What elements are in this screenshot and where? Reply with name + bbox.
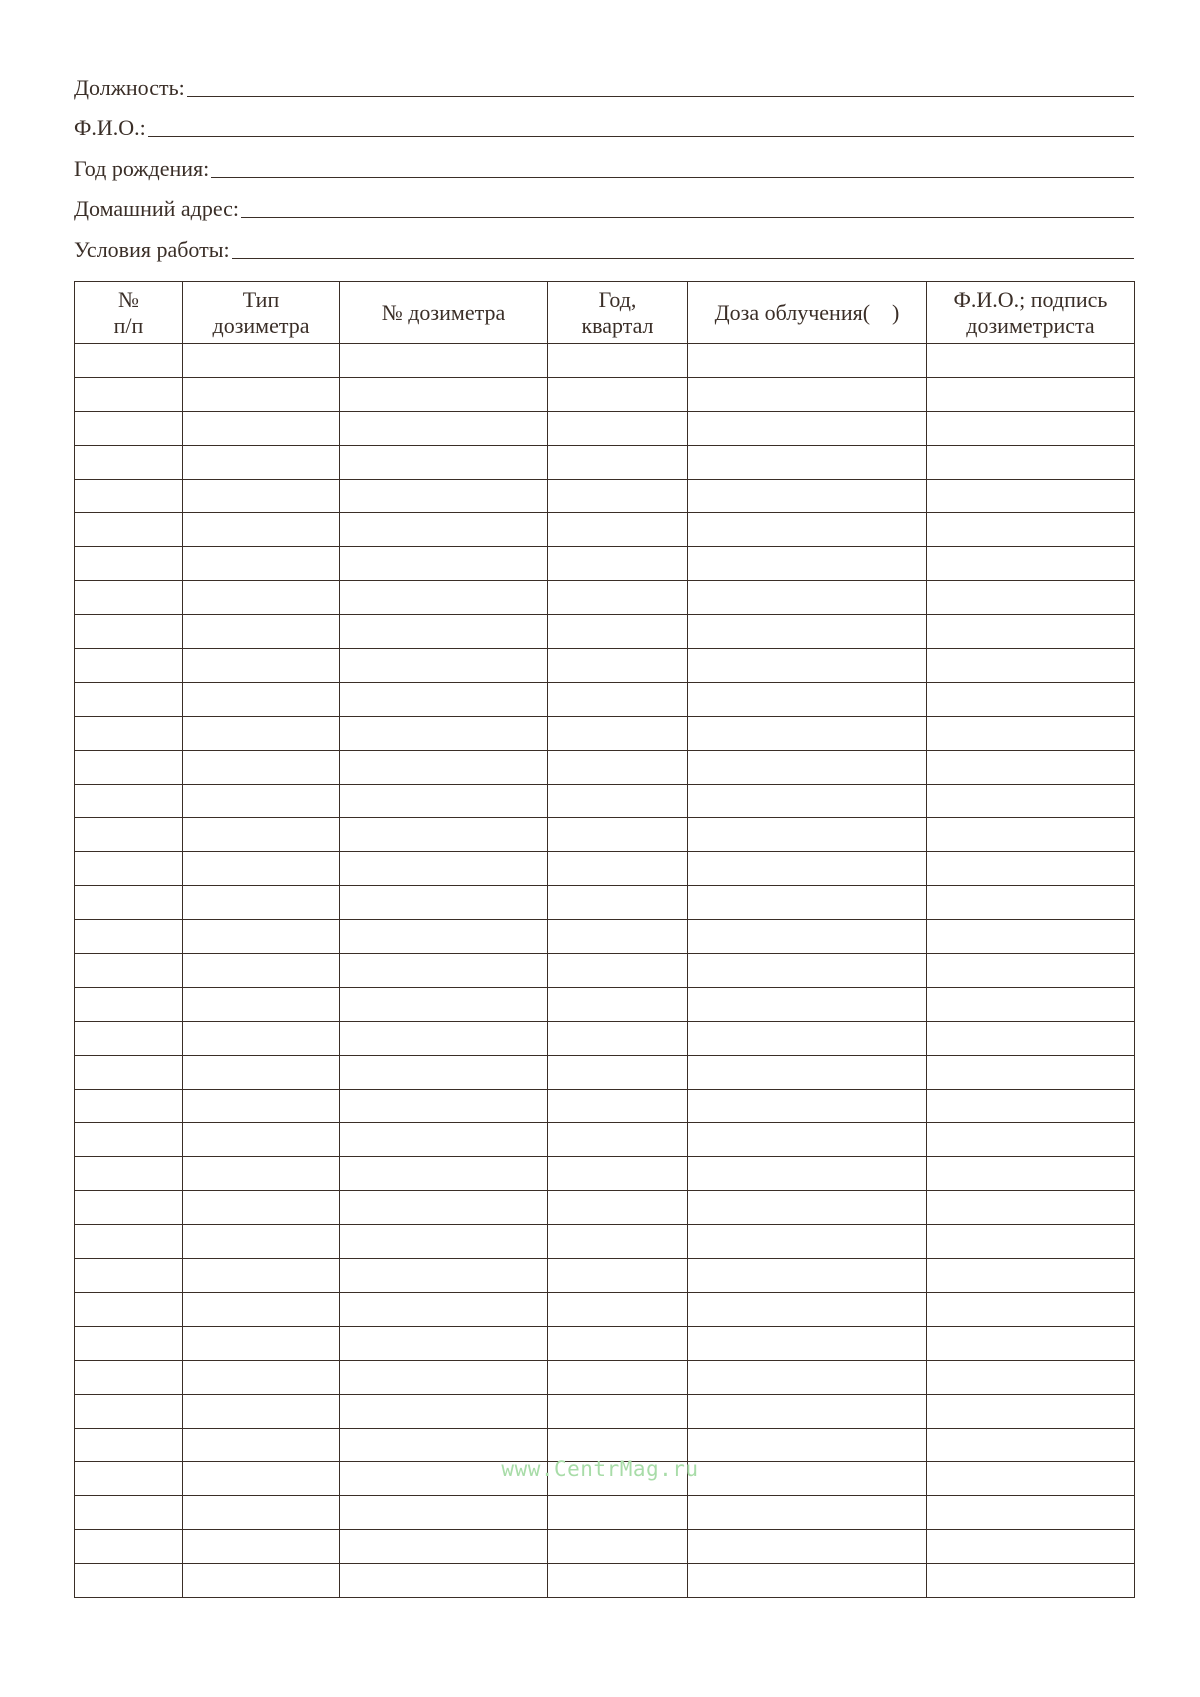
header-row-number bbox=[75, 282, 183, 344]
table-row bbox=[75, 1292, 1135, 1326]
cell-exposure-dose[interactable] bbox=[688, 1292, 927, 1326]
cell-year-quarter[interactable] bbox=[548, 615, 688, 649]
cell-exposure-dose[interactable] bbox=[688, 513, 927, 547]
table-row bbox=[75, 886, 1135, 920]
cell-dosimeter-type[interactable] bbox=[183, 954, 340, 988]
cell-row-number[interactable] bbox=[75, 920, 183, 954]
cell-year-quarter[interactable] bbox=[548, 1360, 688, 1394]
header-dosimeter-number bbox=[340, 282, 548, 344]
cell-dosimeter-type[interactable] bbox=[183, 1123, 340, 1157]
cell-year-quarter[interactable] bbox=[548, 1055, 688, 1089]
cell-exposure-dose[interactable] bbox=[688, 987, 927, 1021]
cell-row-number[interactable] bbox=[75, 1259, 183, 1293]
cell-year-quarter[interactable] bbox=[548, 1021, 688, 1055]
cell-year-quarter[interactable] bbox=[548, 818, 688, 852]
cell-dosimetrist-signature[interactable] bbox=[927, 852, 1135, 886]
cell-dosimeter-number[interactable] bbox=[340, 1326, 548, 1360]
cell-dosimeter-number[interactable] bbox=[340, 886, 548, 920]
cell-exposure-dose[interactable] bbox=[688, 1496, 927, 1530]
cell-dosimetrist-signature[interactable] bbox=[927, 513, 1135, 547]
table-header-row bbox=[75, 282, 1135, 344]
cell-row-number[interactable] bbox=[75, 1157, 183, 1191]
cell-dosimetrist-signature[interactable] bbox=[927, 1292, 1135, 1326]
cell-year-quarter[interactable] bbox=[548, 1394, 688, 1428]
header-exposure-dose-text: Доза облучения( ) bbox=[714, 299, 900, 325]
cell-exposure-dose[interactable] bbox=[688, 716, 927, 750]
cell-dosimeter-number[interactable] bbox=[340, 1021, 548, 1055]
cell-dosimeter-type[interactable] bbox=[183, 784, 340, 818]
table-row bbox=[75, 852, 1135, 886]
cell-exposure-dose[interactable] bbox=[688, 1225, 927, 1259]
cell-dosimeter-number[interactable] bbox=[340, 920, 548, 954]
cell-dosimetrist-signature[interactable] bbox=[927, 886, 1135, 920]
table-row bbox=[75, 1496, 1135, 1530]
cell-row-number[interactable] bbox=[75, 682, 183, 716]
cell-exposure-dose[interactable] bbox=[688, 1394, 927, 1428]
table-row bbox=[75, 479, 1135, 513]
home-address-field bbox=[74, 184, 1134, 225]
cell-dosimeter-number[interactable] bbox=[340, 411, 548, 445]
table-row bbox=[75, 581, 1135, 615]
table-row bbox=[75, 1191, 1135, 1225]
cell-dosimetrist-signature[interactable] bbox=[927, 1496, 1135, 1530]
cell-exposure-dose[interactable] bbox=[688, 649, 927, 683]
cell-exposure-dose[interactable] bbox=[688, 377, 927, 411]
cell-year-quarter[interactable] bbox=[548, 513, 688, 547]
cell-dosimeter-type[interactable] bbox=[183, 411, 340, 445]
cell-dosimeter-number[interactable] bbox=[340, 1530, 548, 1564]
cell-row-number[interactable] bbox=[75, 1360, 183, 1394]
header-dosimeter-number-text: № дозиметра bbox=[381, 299, 506, 325]
header-exposure-dose bbox=[688, 282, 927, 344]
dosimetry-log-table bbox=[74, 281, 1135, 1598]
table-row bbox=[75, 1055, 1135, 1089]
cell-row-number[interactable] bbox=[75, 1530, 183, 1564]
cell-year-quarter[interactable] bbox=[548, 581, 688, 615]
cell-year-quarter[interactable] bbox=[548, 547, 688, 581]
table-body bbox=[75, 344, 1135, 1598]
table-row bbox=[75, 649, 1135, 683]
cell-exposure-dose[interactable] bbox=[688, 852, 927, 886]
cell-row-number[interactable] bbox=[75, 1496, 183, 1530]
cell-row-number[interactable] bbox=[75, 818, 183, 852]
cell-dosimeter-type[interactable] bbox=[183, 750, 340, 784]
cell-dosimetrist-signature[interactable] bbox=[927, 1394, 1135, 1428]
cell-dosimeter-number[interactable] bbox=[340, 1360, 548, 1394]
cell-dosimetrist-signature[interactable] bbox=[927, 581, 1135, 615]
cell-row-number[interactable] bbox=[75, 750, 183, 784]
cell-year-quarter[interactable] bbox=[548, 1564, 688, 1598]
cell-row-number[interactable] bbox=[75, 445, 183, 479]
cell-dosimetrist-signature[interactable] bbox=[927, 954, 1135, 988]
table-row bbox=[75, 377, 1135, 411]
table-row bbox=[75, 1360, 1135, 1394]
cell-dosimetrist-signature[interactable] bbox=[927, 1123, 1135, 1157]
cell-dosimeter-type[interactable] bbox=[183, 852, 340, 886]
table-row bbox=[75, 513, 1135, 547]
cell-dosimeter-type[interactable] bbox=[183, 1360, 340, 1394]
cell-dosimetrist-signature[interactable] bbox=[927, 818, 1135, 852]
cell-row-number[interactable] bbox=[75, 377, 183, 411]
cell-year-quarter[interactable] bbox=[548, 479, 688, 513]
cell-dosimeter-number[interactable] bbox=[340, 987, 548, 1021]
table-row bbox=[75, 920, 1135, 954]
cell-dosimeter-type[interactable] bbox=[183, 886, 340, 920]
cell-dosimeter-type[interactable] bbox=[183, 581, 340, 615]
cell-dosimetrist-signature[interactable] bbox=[927, 547, 1135, 581]
cell-dosimeter-type[interactable] bbox=[183, 1055, 340, 1089]
cell-dosimetrist-signature[interactable] bbox=[927, 615, 1135, 649]
cell-exposure-dose[interactable] bbox=[688, 920, 927, 954]
table-row bbox=[75, 1394, 1135, 1428]
cell-dosimeter-type[interactable] bbox=[183, 920, 340, 954]
cell-dosimetrist-signature[interactable] bbox=[927, 1157, 1135, 1191]
table-row bbox=[75, 954, 1135, 988]
table-row bbox=[75, 615, 1135, 649]
cell-row-number[interactable] bbox=[75, 1326, 183, 1360]
cell-row-number[interactable] bbox=[75, 615, 183, 649]
header-row-number-text: № п/п bbox=[113, 286, 144, 338]
cell-year-quarter[interactable] bbox=[548, 784, 688, 818]
cell-row-number[interactable] bbox=[75, 852, 183, 886]
cell-exposure-dose[interactable] bbox=[688, 411, 927, 445]
cell-dosimeter-number[interactable] bbox=[340, 852, 548, 886]
table-row bbox=[75, 682, 1135, 716]
cell-dosimetrist-signature[interactable] bbox=[927, 1021, 1135, 1055]
cell-year-quarter[interactable] bbox=[548, 344, 688, 378]
cell-year-quarter[interactable] bbox=[548, 1225, 688, 1259]
watermark: www.CentrMag.ru bbox=[501, 1457, 699, 1481]
cell-dosimeter-number[interactable] bbox=[340, 479, 548, 513]
cell-dosimeter-number[interactable] bbox=[340, 615, 548, 649]
table-row bbox=[75, 1021, 1135, 1055]
cell-row-number[interactable] bbox=[75, 784, 183, 818]
cell-exposure-dose[interactable] bbox=[688, 1564, 927, 1598]
cell-dosimeter-type[interactable] bbox=[183, 716, 340, 750]
cell-exposure-dose[interactable] bbox=[688, 344, 927, 378]
cell-year-quarter[interactable] bbox=[548, 1191, 688, 1225]
cell-dosimetrist-signature[interactable] bbox=[927, 1259, 1135, 1293]
cell-dosimetrist-signature[interactable] bbox=[927, 682, 1135, 716]
cell-dosimetrist-signature[interactable] bbox=[927, 750, 1135, 784]
cell-dosimetrist-signature[interactable] bbox=[927, 1360, 1135, 1394]
cell-row-number[interactable] bbox=[75, 1292, 183, 1326]
cell-year-quarter[interactable] bbox=[548, 852, 688, 886]
cell-row-number[interactable] bbox=[75, 716, 183, 750]
cell-dosimeter-type[interactable] bbox=[183, 682, 340, 716]
cell-exposure-dose[interactable] bbox=[688, 954, 927, 988]
cell-year-quarter[interactable] bbox=[548, 377, 688, 411]
table-row bbox=[75, 818, 1135, 852]
working-conditions-blank-line[interactable] bbox=[232, 257, 1134, 259]
cell-row-number[interactable] bbox=[75, 1225, 183, 1259]
cell-dosimeter-type[interactable] bbox=[183, 1564, 340, 1598]
cell-dosimetrist-signature[interactable] bbox=[927, 1055, 1135, 1089]
cell-exposure-dose[interactable] bbox=[688, 581, 927, 615]
header-dosimeter-type bbox=[183, 282, 340, 344]
cell-dosimetrist-signature[interactable] bbox=[927, 1191, 1135, 1225]
full-name-blank-line[interactable] bbox=[148, 135, 1134, 137]
cell-exposure-dose[interactable] bbox=[688, 1021, 927, 1055]
position-field bbox=[74, 62, 1134, 103]
cell-row-number[interactable] bbox=[75, 1021, 183, 1055]
cell-dosimeter-type[interactable] bbox=[183, 1157, 340, 1191]
cell-dosimeter-type[interactable] bbox=[183, 1326, 340, 1360]
cell-exposure-dose[interactable] bbox=[688, 1191, 927, 1225]
table-row bbox=[75, 344, 1135, 378]
full-name-field bbox=[74, 103, 1134, 144]
cell-year-quarter[interactable] bbox=[548, 750, 688, 784]
cell-dosimeter-type[interactable] bbox=[183, 547, 340, 581]
cell-dosimeter-type[interactable] bbox=[183, 1021, 340, 1055]
cell-dosimeter-number[interactable] bbox=[340, 1394, 548, 1428]
cell-dosimeter-number[interactable] bbox=[340, 1089, 548, 1123]
cell-dosimeter-number[interactable] bbox=[340, 1259, 548, 1293]
cell-year-quarter[interactable] bbox=[548, 1089, 688, 1123]
cell-exposure-dose[interactable] bbox=[688, 886, 927, 920]
cell-dosimeter-number[interactable] bbox=[340, 1191, 548, 1225]
cell-dosimeter-number[interactable] bbox=[340, 547, 548, 581]
cell-dosimeter-number[interactable] bbox=[340, 344, 548, 378]
table-row bbox=[75, 1157, 1135, 1191]
cell-year-quarter[interactable] bbox=[548, 1123, 688, 1157]
table-row bbox=[75, 716, 1135, 750]
birth-year-blank-line[interactable] bbox=[211, 176, 1134, 178]
cell-dosimeter-number[interactable] bbox=[340, 1225, 548, 1259]
cell-dosimeter-type[interactable] bbox=[183, 1394, 340, 1428]
personal-info-fields bbox=[74, 62, 1134, 265]
cell-row-number[interactable] bbox=[75, 344, 183, 378]
table-row bbox=[75, 1089, 1135, 1123]
cell-dosimetrist-signature[interactable] bbox=[927, 377, 1135, 411]
cell-row-number[interactable] bbox=[75, 513, 183, 547]
header-year-quarter bbox=[548, 282, 688, 344]
cell-dosimeter-number[interactable] bbox=[340, 1292, 548, 1326]
cell-year-quarter[interactable] bbox=[548, 886, 688, 920]
cell-exposure-dose[interactable] bbox=[688, 1530, 927, 1564]
cell-dosimeter-number[interactable] bbox=[340, 649, 548, 683]
cell-dosimeter-number[interactable] bbox=[340, 1564, 548, 1598]
cell-dosimetrist-signature[interactable] bbox=[927, 411, 1135, 445]
cell-dosimeter-number[interactable] bbox=[340, 581, 548, 615]
cell-year-quarter[interactable] bbox=[548, 1326, 688, 1360]
cell-dosimeter-type[interactable] bbox=[183, 1292, 340, 1326]
cell-row-number[interactable] bbox=[75, 411, 183, 445]
cell-dosimeter-type[interactable] bbox=[183, 344, 340, 378]
cell-dosimeter-type[interactable] bbox=[183, 1191, 340, 1225]
cell-dosimeter-type[interactable] bbox=[183, 987, 340, 1021]
cell-exposure-dose[interactable] bbox=[688, 1157, 927, 1191]
table-row bbox=[75, 1530, 1135, 1564]
cell-dosimeter-type[interactable] bbox=[183, 1089, 340, 1123]
cell-exposure-dose[interactable] bbox=[688, 1055, 927, 1089]
cell-dosimetrist-signature[interactable] bbox=[927, 1225, 1135, 1259]
home-address-blank-line[interactable] bbox=[241, 216, 1134, 218]
cell-dosimeter-type[interactable] bbox=[183, 377, 340, 411]
working-conditions-field bbox=[74, 224, 1134, 265]
cell-dosimetrist-signature[interactable] bbox=[927, 1089, 1135, 1123]
position-label: Должность: bbox=[74, 74, 185, 100]
cell-dosimetrist-signature[interactable] bbox=[927, 445, 1135, 479]
cell-exposure-dose[interactable] bbox=[688, 1326, 927, 1360]
table-row bbox=[75, 1259, 1135, 1293]
cell-dosimeter-type[interactable] bbox=[183, 818, 340, 852]
cell-dosimeter-type[interactable] bbox=[183, 1259, 340, 1293]
cell-dosimetrist-signature[interactable] bbox=[927, 1530, 1135, 1564]
cell-year-quarter[interactable] bbox=[548, 954, 688, 988]
cell-row-number[interactable] bbox=[75, 1055, 183, 1089]
cell-dosimeter-type[interactable] bbox=[183, 1530, 340, 1564]
cell-dosimeter-type[interactable] bbox=[183, 513, 340, 547]
cell-year-quarter[interactable] bbox=[548, 920, 688, 954]
cell-dosimeter-number[interactable] bbox=[340, 1496, 548, 1530]
cell-year-quarter[interactable] bbox=[548, 1530, 688, 1564]
cell-dosimeter-number[interactable] bbox=[340, 445, 548, 479]
cell-dosimeter-type[interactable] bbox=[183, 479, 340, 513]
cell-dosimeter-type[interactable] bbox=[183, 445, 340, 479]
cell-row-number[interactable] bbox=[75, 547, 183, 581]
table-row bbox=[75, 750, 1135, 784]
cell-year-quarter[interactable] bbox=[548, 445, 688, 479]
cell-row-number[interactable] bbox=[75, 479, 183, 513]
table-row bbox=[75, 547, 1135, 581]
cell-dosimeter-number[interactable] bbox=[340, 1157, 548, 1191]
full-name-label: Ф.И.О.: bbox=[74, 115, 146, 140]
cell-exposure-dose[interactable] bbox=[688, 615, 927, 649]
cell-dosimetrist-signature[interactable] bbox=[927, 1564, 1135, 1598]
cell-exposure-dose[interactable] bbox=[688, 1123, 927, 1157]
cell-row-number[interactable] bbox=[75, 1394, 183, 1428]
table-row bbox=[75, 784, 1135, 818]
cell-dosimeter-type[interactable] bbox=[183, 615, 340, 649]
cell-dosimetrist-signature[interactable] bbox=[927, 716, 1135, 750]
cell-exposure-dose[interactable] bbox=[688, 818, 927, 852]
cell-row-number[interactable] bbox=[75, 954, 183, 988]
cell-row-number[interactable] bbox=[75, 987, 183, 1021]
cell-dosimetrist-signature[interactable] bbox=[927, 784, 1135, 818]
cell-row-number[interactable] bbox=[75, 1089, 183, 1123]
birth-year-field bbox=[74, 143, 1134, 184]
cell-dosimeter-number[interactable] bbox=[340, 750, 548, 784]
cell-year-quarter[interactable] bbox=[548, 1259, 688, 1293]
cell-exposure-dose[interactable] bbox=[688, 547, 927, 581]
table-row bbox=[75, 1123, 1135, 1157]
cell-year-quarter[interactable] bbox=[548, 1157, 688, 1191]
table-row bbox=[75, 987, 1135, 1021]
cell-dosimeter-type[interactable] bbox=[183, 649, 340, 683]
header-dosimetrist-signature bbox=[927, 282, 1135, 344]
cell-exposure-dose[interactable] bbox=[688, 1259, 927, 1293]
working-conditions-label: Условия работы: bbox=[74, 236, 230, 262]
table-row bbox=[75, 1564, 1135, 1598]
cell-dosimeter-number[interactable] bbox=[340, 818, 548, 852]
cell-dosimeter-number[interactable] bbox=[340, 513, 548, 547]
cell-dosimeter-number[interactable] bbox=[340, 1055, 548, 1089]
table-row bbox=[75, 1225, 1135, 1259]
cell-dosimetrist-signature[interactable] bbox=[927, 479, 1135, 513]
cell-row-number[interactable] bbox=[75, 1191, 183, 1225]
cell-exposure-dose[interactable] bbox=[688, 784, 927, 818]
cell-year-quarter[interactable] bbox=[548, 716, 688, 750]
cell-dosimetrist-signature[interactable] bbox=[927, 1326, 1135, 1360]
cell-dosimeter-number[interactable] bbox=[340, 716, 548, 750]
cell-year-quarter[interactable] bbox=[548, 411, 688, 445]
cell-row-number[interactable] bbox=[75, 1123, 183, 1157]
cell-dosimeter-type[interactable] bbox=[183, 1225, 340, 1259]
cell-exposure-dose[interactable] bbox=[688, 445, 927, 479]
cell-dosimeter-type[interactable] bbox=[183, 1496, 340, 1530]
cell-dosimeter-number[interactable] bbox=[340, 954, 548, 988]
cell-row-number[interactable] bbox=[75, 649, 183, 683]
header-dosimetrist-signature-text: Ф.И.О.; подпись дозиметриста bbox=[953, 286, 1108, 338]
cell-row-number[interactable] bbox=[75, 1564, 183, 1598]
cell-dosimeter-number[interactable] bbox=[340, 377, 548, 411]
cell-dosimetrist-signature[interactable] bbox=[927, 649, 1135, 683]
cell-dosimetrist-signature[interactable] bbox=[927, 987, 1135, 1021]
cell-exposure-dose[interactable] bbox=[688, 1360, 927, 1394]
cell-year-quarter[interactable] bbox=[548, 649, 688, 683]
home-address-label: Домашний адрес: bbox=[74, 196, 240, 221]
header-year-quarter-text: Год, квартал bbox=[581, 286, 654, 338]
table-row bbox=[75, 411, 1135, 445]
table-row bbox=[75, 445, 1135, 479]
cell-year-quarter[interactable] bbox=[548, 987, 688, 1021]
table-row bbox=[75, 1326, 1135, 1360]
cell-exposure-dose[interactable] bbox=[688, 1089, 927, 1123]
header-dosimeter-type-text: Тип дозиметра bbox=[212, 286, 310, 338]
cell-row-number[interactable] bbox=[75, 581, 183, 615]
cell-dosimeter-number[interactable] bbox=[340, 784, 548, 818]
cell-dosimeter-number[interactable] bbox=[340, 682, 548, 716]
birth-year-label: Год рождения: bbox=[74, 155, 210, 181]
cell-dosimetrist-signature[interactable] bbox=[927, 344, 1135, 378]
cell-exposure-dose[interactable] bbox=[688, 682, 927, 716]
cell-exposure-dose[interactable] bbox=[688, 479, 927, 513]
cell-dosimetrist-signature[interactable] bbox=[927, 920, 1135, 954]
cell-year-quarter[interactable] bbox=[548, 682, 688, 716]
position-blank-line[interactable] bbox=[187, 95, 1134, 97]
cell-exposure-dose[interactable] bbox=[688, 750, 927, 784]
cell-row-number[interactable] bbox=[75, 886, 183, 920]
cell-dosimeter-number[interactable] bbox=[340, 1123, 548, 1157]
cell-year-quarter[interactable] bbox=[548, 1496, 688, 1530]
cell-year-quarter[interactable] bbox=[548, 1292, 688, 1326]
